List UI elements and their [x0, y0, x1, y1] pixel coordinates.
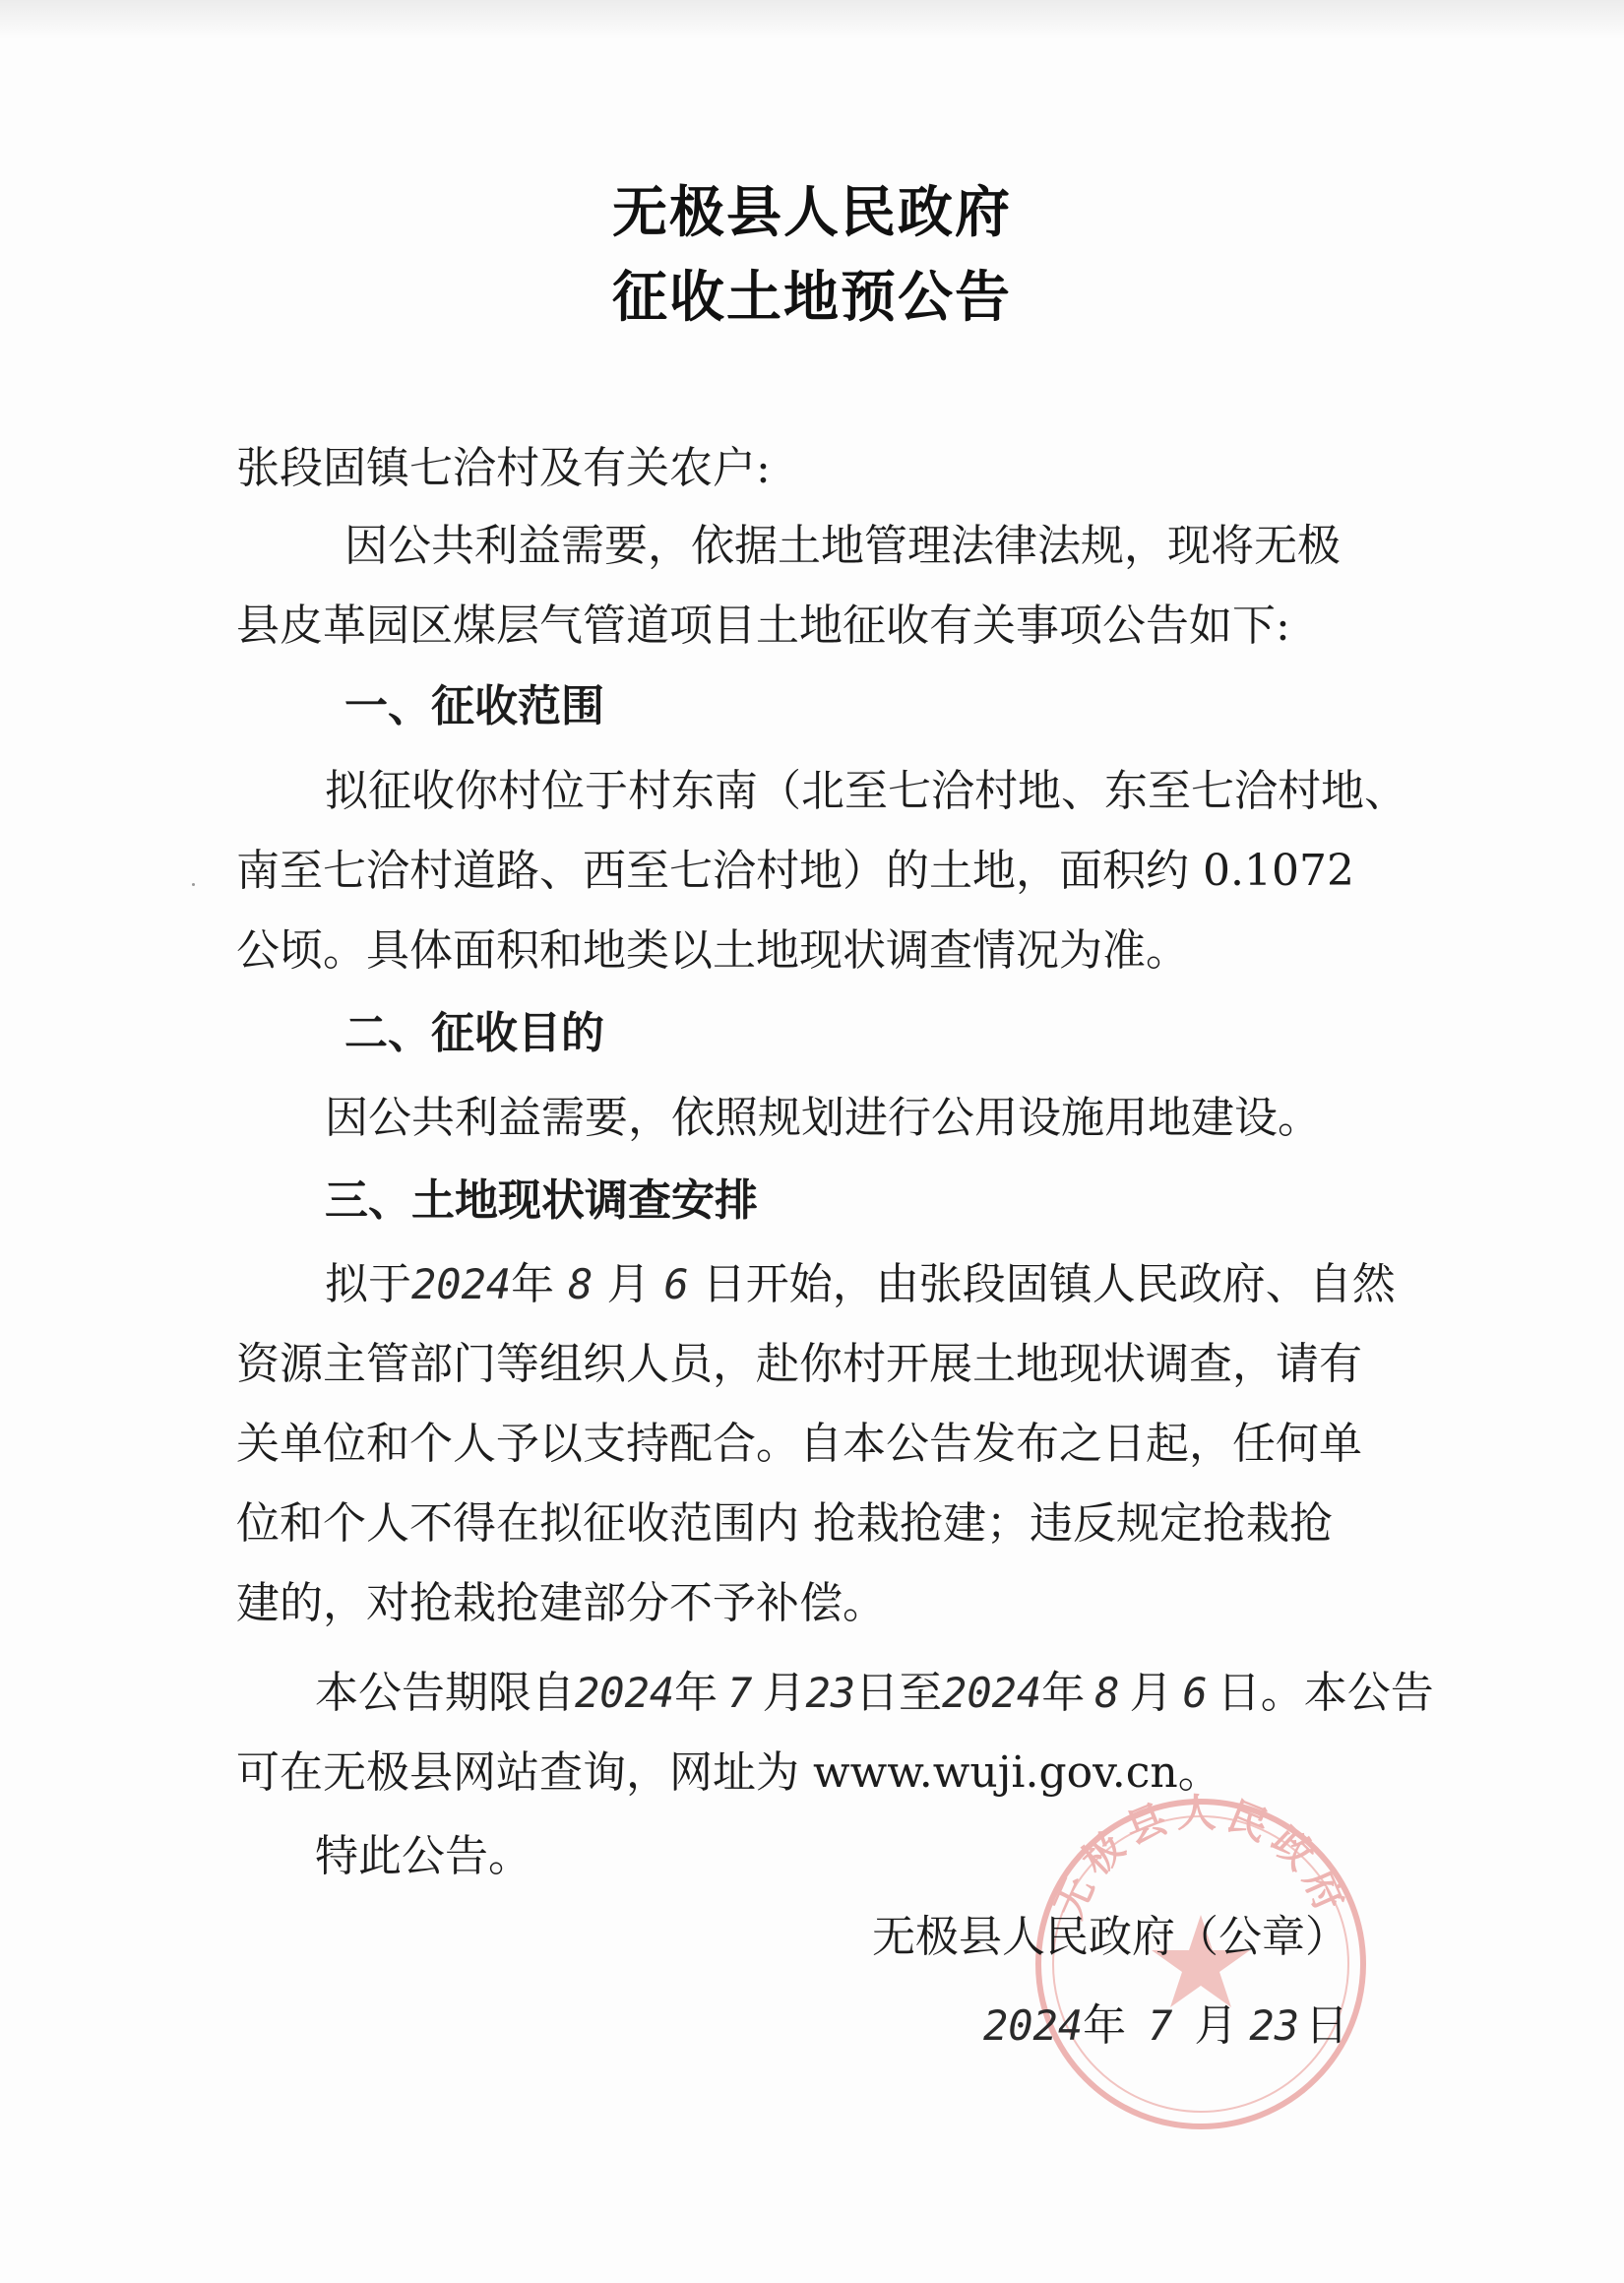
start-year-unit: 年	[674, 1668, 718, 1718]
section3-line-5: 建的，对抢栽抢建部分不予补偿。	[236, 1578, 886, 1628]
end-month-unit: 月	[1129, 1668, 1173, 1718]
handwritten-month: 8	[568, 1260, 593, 1308]
section3-heading: 三、土地现状调查安排	[325, 1175, 758, 1226]
website-line: 可在无极县网站查询，网址为 www.wuji.gov.cn。	[236, 1747, 1221, 1798]
section1-line-3: 公顷。具体面积和地类以土地现状调查情况为准。	[236, 925, 1189, 976]
handwritten-day: 6	[663, 1260, 689, 1308]
month-unit: 月	[606, 1259, 651, 1309]
start-month-unit: 月	[762, 1668, 806, 1718]
period-mid: 日至	[855, 1668, 943, 1718]
section3-line-2: 资源主管部门等组织人员，赴你村开展土地现状调查，请有	[236, 1339, 1362, 1389]
handwritten-year: 2024	[411, 1260, 512, 1308]
section3-line-1	[325, 1257, 1467, 1312]
end-year-unit: 年	[1041, 1668, 1086, 1718]
intro-line-1: 因公共利益需要，依据土地管理法律法规，现将无极	[344, 521, 1341, 571]
section3-line-4: 位和个人不得在拟征收范围内 抢栽抢建；违反规定抢栽抢	[236, 1498, 1333, 1549]
title-line-2: 征收土地预公告	[612, 266, 1012, 330]
handwritten-sign-year: 2024	[982, 2001, 1084, 2050]
signature-line: 无极县人民政府（公章）	[872, 1912, 1348, 1962]
seal-text: 无极县人民政府	[1046, 1791, 1355, 1926]
section1-line-1: 拟征收你村位于村东南（北至七洽村地、东至七洽村地、	[325, 766, 1407, 816]
handwritten-end-month: 8	[1094, 1669, 1120, 1717]
section3-post: 日开始，由张段固镇人民政府、自然	[702, 1259, 1396, 1309]
handwritten-start-month: 7	[727, 1669, 753, 1717]
handwritten-start-year: 2024	[575, 1669, 675, 1717]
year-unit: 年	[511, 1259, 555, 1309]
handwritten-end-year: 2024	[942, 1669, 1042, 1717]
period-line	[315, 1666, 1457, 1721]
sign-day-unit: 日	[1305, 2000, 1348, 2051]
period-post: 日。本公告	[1217, 1668, 1434, 1718]
closing-text: 特此公告。	[315, 1831, 531, 1881]
handwritten-sign-day: 23	[1249, 2001, 1299, 2050]
scan-edge-shadow	[0, 0, 1624, 39]
section1-line-2: 南至七洽村道路、西至七洽村地）的土地，面积约 0.1072	[236, 846, 1354, 896]
handwritten-start-day: 23	[805, 1669, 856, 1717]
salutation: 张段固镇七洽村及有关农户:	[236, 443, 771, 493]
sign-year-unit: 年	[1083, 2000, 1127, 2051]
handwritten-end-day: 6	[1182, 1669, 1208, 1717]
title-line-1: 无极县人民政府	[612, 181, 1012, 245]
intro-line-2: 县皮革园区煤层气管道项目土地征收有关事项公告如下:	[236, 601, 1290, 651]
section3-pre: 拟于	[325, 1259, 411, 1309]
section1-heading: 一、征收范围	[344, 681, 604, 731]
period-pre: 本公告期限自	[315, 1668, 575, 1718]
section2-heading: 二、征收目的	[344, 1008, 604, 1058]
handwritten-sign-month: 7	[1148, 2001, 1173, 2050]
section2-line-1: 因公共利益需要，依照规划进行公用设施用地建设。	[325, 1093, 1321, 1143]
scan-speck	[192, 883, 195, 886]
section3-line-3: 关单位和个人予以支持配合。自本公告发布之日起，任何单	[236, 1419, 1362, 1469]
sign-date-line	[983, 1998, 1348, 2054]
sign-month-unit: 月	[1194, 2000, 1238, 2051]
